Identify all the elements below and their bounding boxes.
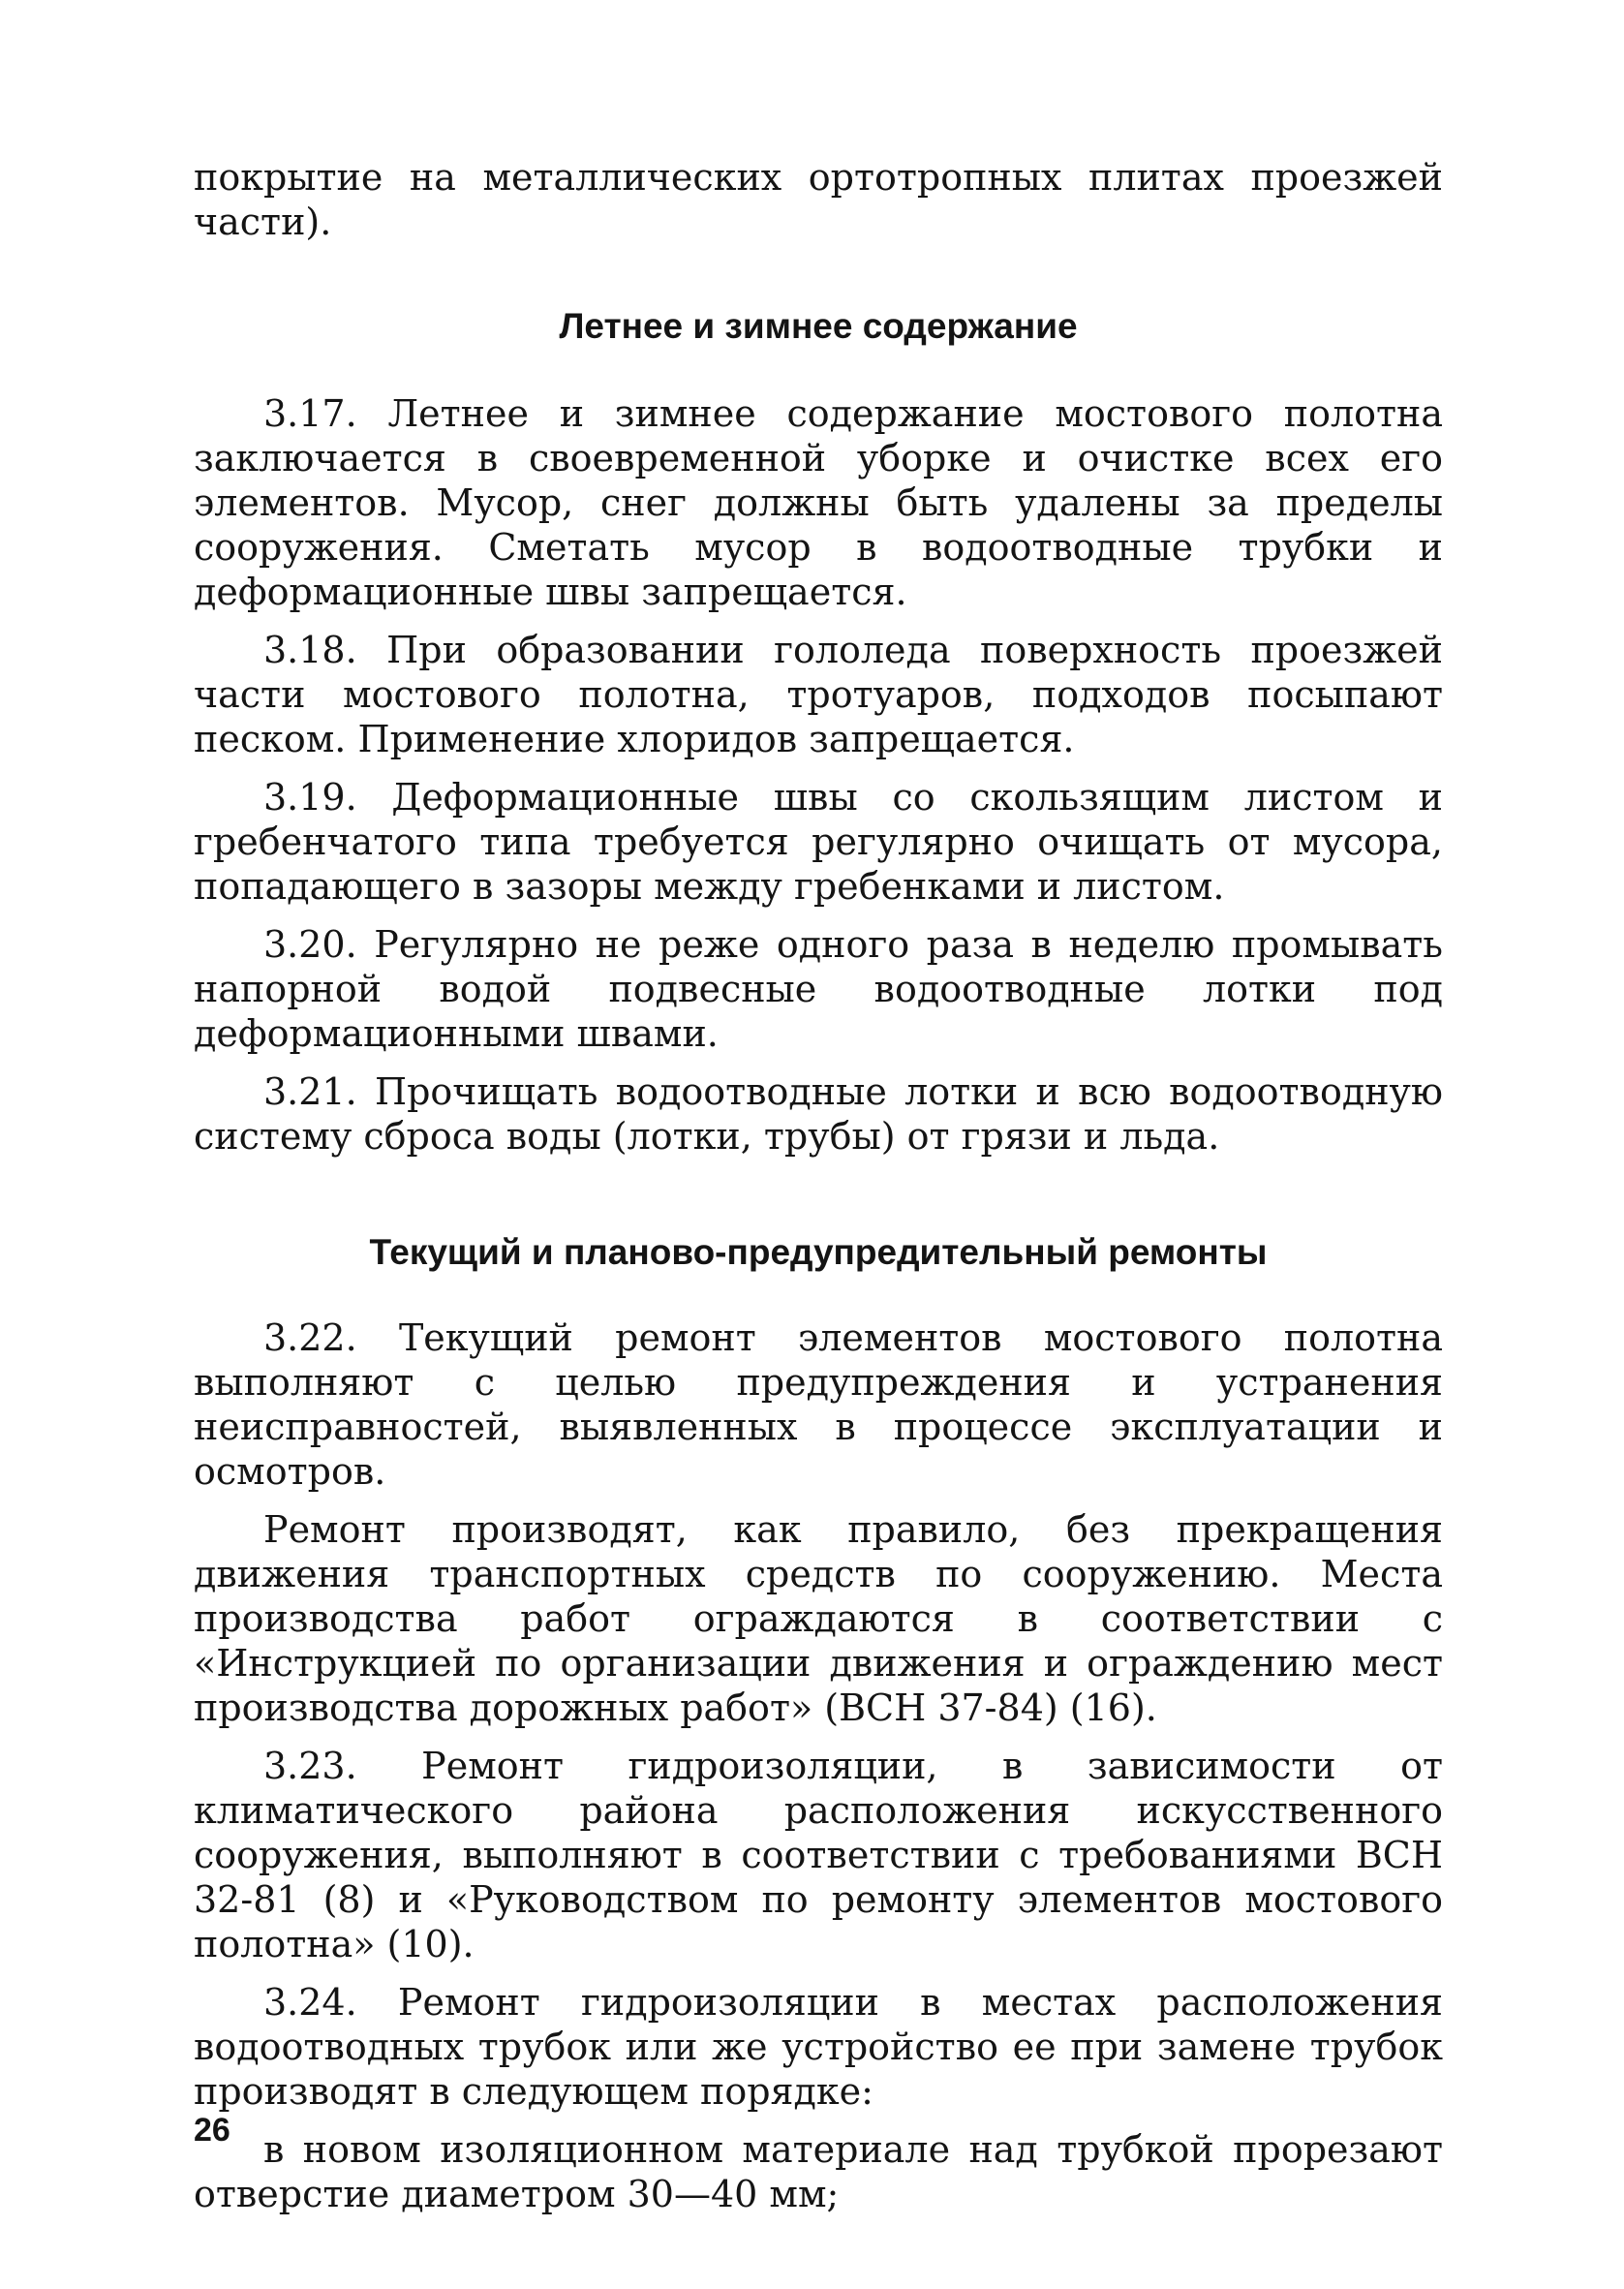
section-heading-repairs: Текущий и планово-предупредительный ремонты (369, 1232, 1268, 1272)
continuation-text: покрытие на металлических ортотропных плитах проезжей части). (194, 156, 1443, 243)
paragraph-3-21: 3.21. Прочищать водоотводные лотки и всю водоотводную систему сброса воды (лотки, трубы) от грязи и льда. (194, 1070, 1443, 1158)
section-heading-summer-winter: Летнее и зимнее содержание (559, 306, 1078, 346)
paragraph-3-20: 3.20. Регулярно не реже одного раза в неделю промывать напорной водой подвесные водоотводные лотки под деформационными швами. (194, 923, 1443, 1055)
paragraph-3-24: 3.24. Ремонт гидроизоляции в местах расположения водоотводных трубок или же устройство ее при замене трубок производят в следующем порядке: (194, 1981, 1443, 2113)
paragraph-3-23: 3.23. Ремонт гидроизоляции, в зависимости от климатического района расположения искусственного сооружения, выполняют в соответствии с требованиями ВСН 32-81 (8) и «Руководством по ремонту элементов мостового полотна» (10). (194, 1745, 1443, 1965)
paragraph-repair-traffic: Ремонт производят, как правило, без прекращения движения транспортных средств по сооружению. Места производства работ ограждаются в соответствии с «Инструкцией по организации движения и ограждению мест производства дорожных работ» (ВСН 37-84) (16). (194, 1508, 1443, 1729)
paragraph-hole-cutting: в новом изоляционном материале над трубкой прорезают отверстие диаметром 30—40 мм; (194, 2128, 1443, 2215)
page-number: 26 (194, 2112, 230, 2149)
document-page (194, 155, 1443, 2216)
paragraph-3-22: 3.22. Текущий ремонт элементов мостового полотна выполняют с целью предупреждения и устранения неисправностей, выявленных в процессе эксплуатации и осмотров. (194, 1316, 1443, 1493)
paragraph-3-19: 3.19. Деформационные швы со скользящим листом и гребенчатого типа требуется регулярно очищать от мусора, попадающего в зазоры между гребенками и листом. (194, 776, 1443, 908)
paragraph-3-17: 3.17. Летнее и зимнее содержание мостового полотна заключается в своевременной уборке и очистке всех его элементов. Мусор, снег должны быть удалены за пределы сооружения. Сметать мусор в водоотводные трубки и деформационные швы запрещается. (194, 392, 1443, 613)
paragraph-3-18: 3.18. При образовании гололеда поверхность проезжей части мостового полотна, тротуаров, подходов посыпают песком. Применение хлоридов запрещается. (194, 629, 1443, 760)
